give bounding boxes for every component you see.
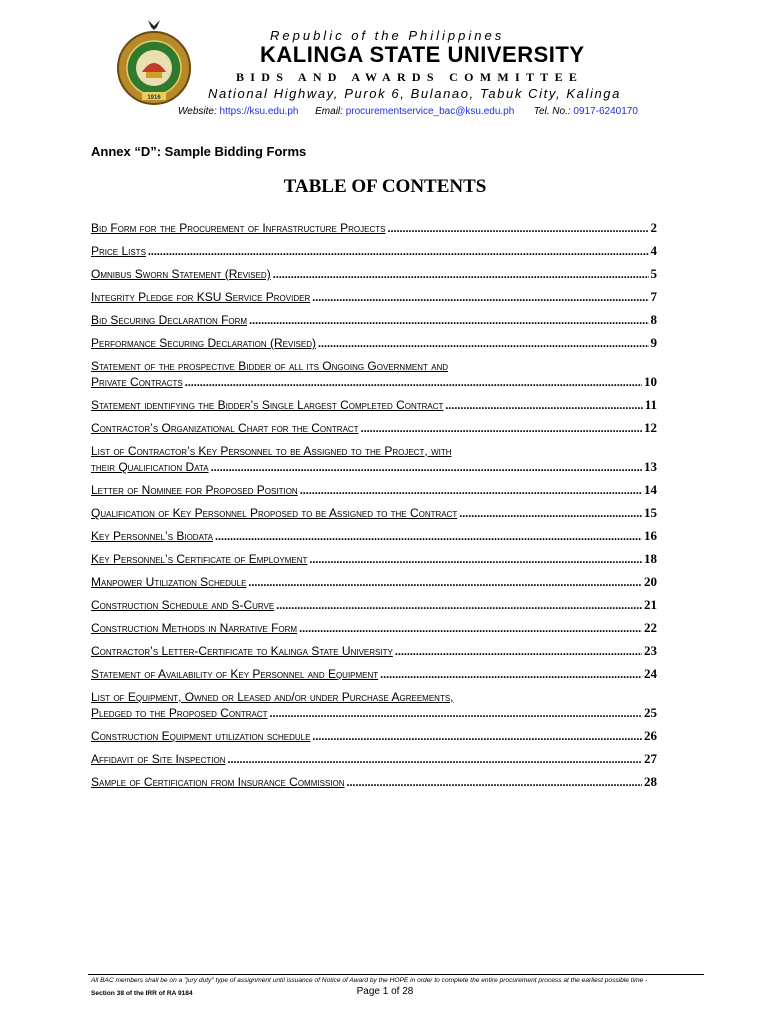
- toc-entry[interactable]: [91, 220, 657, 236]
- table-of-contents: [91, 220, 657, 797]
- toc-entry-page: 20: [644, 574, 657, 589]
- toc-entry-title: Contractor’s Organizational Chart for the Contract: [91, 421, 359, 435]
- toc-dot-leader: [395, 643, 642, 659]
- toc-dot-leader: [185, 374, 642, 390]
- toc-title: TABLE OF CONTENTS: [283, 176, 487, 197]
- toc-entry-title: Key Personnel’s Biodata: [91, 529, 213, 543]
- toc-dot-leader: [248, 574, 642, 590]
- toc-entry-title: their Qualification Data: [91, 460, 209, 474]
- toc-entry-title: Bid Securing Declaration Form: [91, 313, 248, 327]
- toc-entry-title: Manpower Utilization Schedule: [91, 575, 247, 589]
- toc-dot-leader: [299, 620, 642, 636]
- toc-entry-page: 18: [644, 551, 657, 566]
- toc-entry-title: Letter of Nominee for Proposed Position: [91, 483, 298, 497]
- toc-entry-title: Price Lists: [91, 244, 146, 258]
- toc-entry-page: 12: [644, 420, 657, 435]
- toc-entry-title: Sample of Certification from Insurance Commission: [91, 775, 345, 789]
- toc-dot-leader: [300, 482, 642, 498]
- toc-dot-leader: [380, 666, 642, 682]
- toc-dot-leader: [211, 459, 642, 475]
- toc-entry-page: 14: [644, 482, 657, 497]
- toc-entry-title-line1: List of Equipment, Owned or Leased and/or under Purchase Agreements,: [91, 690, 454, 704]
- page-number: Page 1 of 28: [356, 986, 414, 997]
- toc-entry[interactable]: [91, 335, 657, 351]
- toc-entry-page: 22: [644, 620, 657, 635]
- toc-entry[interactable]: [91, 689, 657, 721]
- toc-entry-title: Statement of Availability of Key Personnel and Equipment: [91, 667, 379, 681]
- toc-entry-page: 21: [644, 597, 657, 612]
- toc-entry-page: 5: [650, 266, 657, 281]
- email-link[interactable]: procurementservice_bac@ksu.edu.ph: [345, 106, 515, 117]
- toc-entry[interactable]: [91, 289, 657, 305]
- toc-entry-page: 4: [650, 243, 657, 258]
- toc-entry[interactable]: [91, 666, 657, 682]
- toc-dot-leader: [276, 597, 642, 613]
- toc-entry-page: 10: [644, 374, 657, 389]
- toc-dot-leader: [309, 551, 642, 567]
- toc-entry-title: Pledged to the Proposed Contract: [91, 706, 268, 720]
- toc-entry[interactable]: [91, 358, 657, 390]
- toc-dot-leader: [445, 397, 642, 413]
- toc-entry-title: Construction Schedule and S-Curve: [91, 598, 275, 612]
- toc-entry-page: 8: [650, 312, 657, 327]
- toc-entry[interactable]: [91, 643, 657, 659]
- annex-heading: Annex “D”: Sample Bidding Forms: [91, 144, 307, 159]
- toc-entry-title: Qualification of Key Personnel Proposed to be Assigned to the Contract: [91, 506, 458, 520]
- toc-entry-title: Omnibus Sworn Statement (Revised): [91, 267, 271, 281]
- toc-entry[interactable]: [91, 751, 657, 767]
- footer-note: All BAC members shall be on a "jury duty" type of assignment until issuance of Notice of Award by the HOPE in order to complete the entire procurement process at the earliest possible time -: [91, 977, 648, 984]
- toc-entry-title: Key Personnel’s Certificate of Employment: [91, 552, 308, 566]
- toc-entry-title: Statement identifying the Bidder’s Single Largest Completed Contract: [91, 398, 444, 412]
- toc-entry-page: 7: [650, 289, 657, 304]
- toc-entry-title-line1: Statement of the prospective Bidder of all its Ongoing Government and: [91, 359, 449, 373]
- toc-entry-title: Private Contracts: [91, 375, 183, 389]
- toc-entry[interactable]: [91, 443, 657, 475]
- toc-entry-page: 2: [650, 220, 657, 235]
- toc-entry-title: Bid Form for the Procurement of Infrastructure Projects: [91, 221, 386, 235]
- toc-entry[interactable]: [91, 397, 657, 413]
- toc-entry-title: Construction Equipment utilization schedule: [91, 729, 311, 743]
- contact-line: [178, 106, 638, 117]
- website-link[interactable]: https://ksu.edu.ph: [219, 106, 299, 117]
- toc-dot-leader: [215, 528, 642, 544]
- toc-entry[interactable]: [91, 505, 657, 521]
- toc-dot-leader: [312, 289, 648, 305]
- toc-dot-leader: [148, 243, 649, 259]
- toc-entry-title-line1: List of Contractor’s Key Personnel to be Assigned to the Project, with: [91, 444, 452, 458]
- toc-entry-page: 27: [644, 751, 657, 766]
- toc-entry[interactable]: [91, 312, 657, 328]
- toc-entry-page: 13: [644, 459, 657, 474]
- tel-number: 0917-6240170: [573, 106, 638, 117]
- toc-entry[interactable]: [91, 728, 657, 744]
- toc-entry-title: Construction Methods in Narrative Form: [91, 621, 298, 635]
- toc-entry[interactable]: [91, 266, 657, 282]
- footer-section-ref: Section 38 of the IRR of RA 9184: [91, 990, 193, 997]
- toc-entry-page: 28: [644, 774, 657, 789]
- university-seal-logo: [104, 14, 204, 106]
- toc-entry-title: Contractor’s Letter-Certificate to Kalinga State University: [91, 644, 393, 658]
- republic-heading: Republic of the Philippines: [270, 28, 505, 43]
- toc-entry[interactable]: [91, 574, 657, 590]
- toc-entry[interactable]: [91, 551, 657, 567]
- toc-entry[interactable]: [91, 597, 657, 613]
- website-label: Website:: [178, 106, 217, 117]
- toc-dot-leader: [270, 705, 642, 721]
- toc-dot-leader: [347, 774, 643, 790]
- svg-text:1916: 1916: [147, 95, 161, 101]
- toc-entry[interactable]: [91, 420, 657, 436]
- tel-label: Tel. No.:: [533, 106, 571, 117]
- toc-entry-title: Affidavit of Site Inspection: [91, 752, 226, 766]
- toc-entry[interactable]: [91, 482, 657, 498]
- toc-dot-leader: [273, 266, 649, 282]
- toc-entry-page: 9: [650, 335, 657, 350]
- toc-entry[interactable]: [91, 243, 657, 259]
- footer-divider: [88, 974, 704, 975]
- toc-entry-page: 15: [644, 505, 657, 520]
- toc-entry[interactable]: [91, 774, 657, 790]
- toc-entry-page: 24: [644, 666, 657, 681]
- toc-entry-page: 23: [644, 643, 657, 658]
- university-address: National Highway, Purok 6, Bulanao, Tabuk City, Kalinga: [208, 86, 621, 101]
- toc-dot-leader: [312, 728, 642, 744]
- toc-entry-title: Integrity Pledge for KSU Service Provider: [91, 290, 311, 304]
- toc-entry-page: 25: [644, 705, 657, 720]
- toc-entry[interactable]: [91, 528, 657, 544]
- toc-dot-leader: [249, 312, 648, 328]
- committee-name: BIDS AND AWARDS COMMITTEE: [236, 70, 584, 84]
- email-label: Email:: [315, 106, 343, 117]
- toc-dot-leader: [387, 220, 648, 236]
- toc-dot-leader: [361, 420, 642, 436]
- toc-entry[interactable]: [91, 620, 657, 636]
- toc-entry-page: 11: [644, 397, 657, 412]
- toc-entry-page: 26: [644, 728, 657, 743]
- toc-dot-leader: [228, 751, 642, 767]
- university-name: KALINGA STATE UNIVERSITY: [260, 42, 585, 67]
- toc-dot-leader: [459, 505, 642, 521]
- toc-entry-page: 16: [644, 528, 657, 543]
- toc-dot-leader: [318, 335, 649, 351]
- toc-entry-title: Performance Securing Declaration (Revised): [91, 336, 316, 350]
